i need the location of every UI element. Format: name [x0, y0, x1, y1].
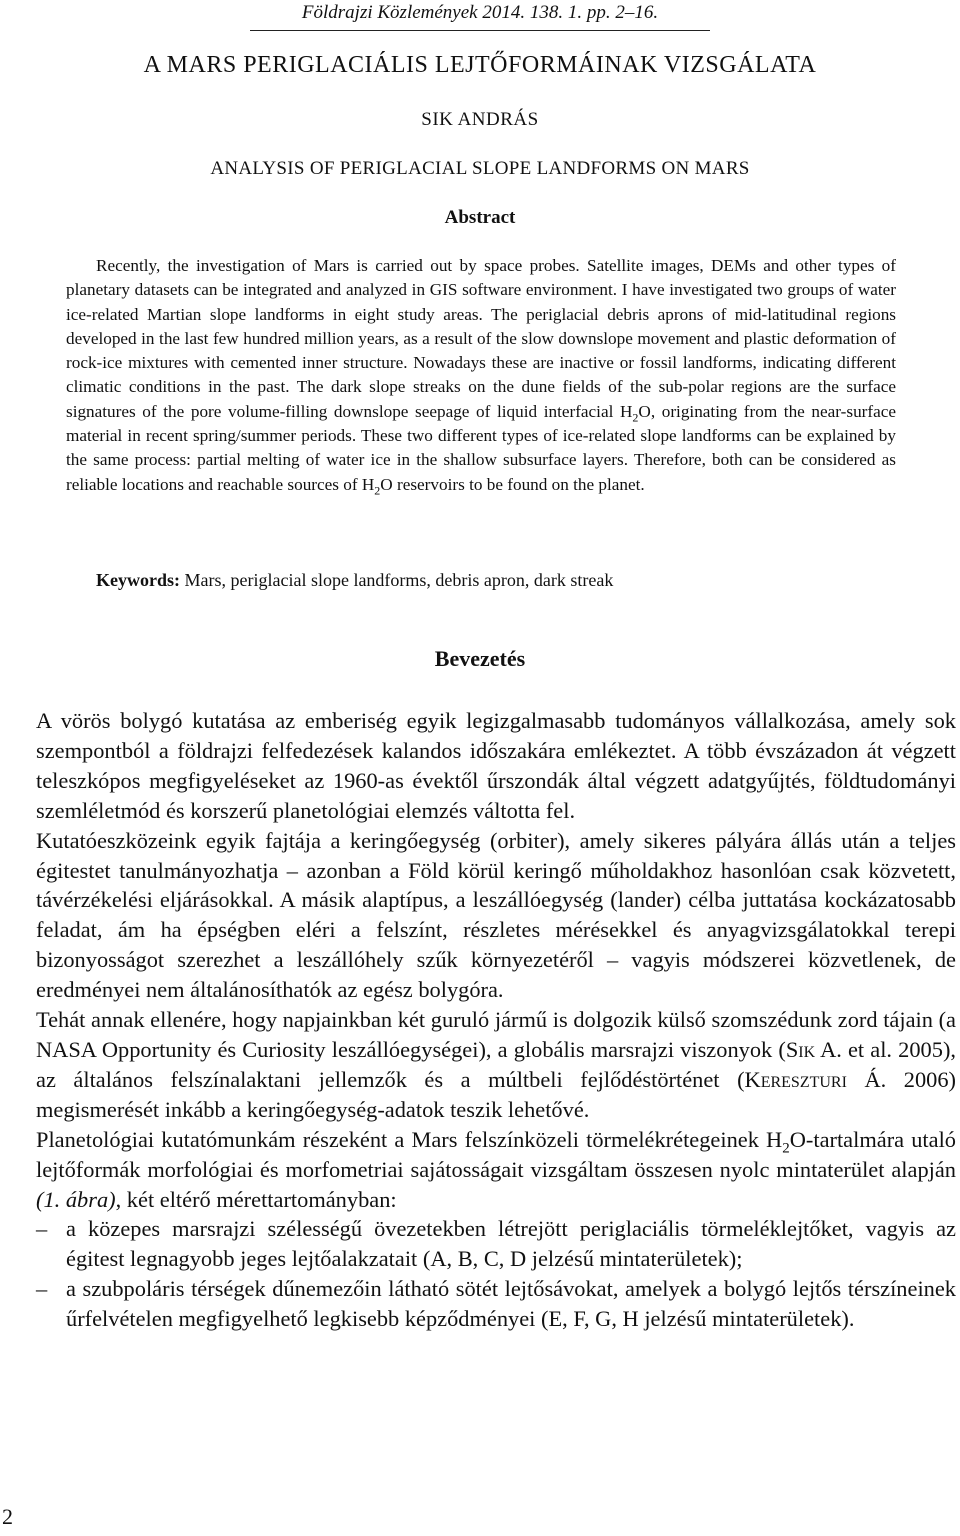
abstract-part-2: O, originating from the near-surface material in recent spring/summer periods. These two different types of ice-related slope landforms can be explained by the same process: partial melting of water ice in the shallow subsurface layers. Therefore, both can be considered as reliable locations and reachable sources of H [66, 401, 896, 494]
citation-author: Sik [785, 1036, 816, 1062]
article-title: A MARS PERIGLACIÁLIS LEJTŐFORMÁINAK VIZSGÁLATA [143, 52, 817, 78]
paragraph-part: Á. 2006) megismerését inkább a keringőegység-adatok teszik lehetővé. [36, 1066, 957, 1122]
subscript: 2 [374, 483, 381, 498]
author-name: SIK ANDRÁS [421, 109, 539, 130]
dash-list [36, 1214, 956, 1334]
citation-author: Kereszturi [744, 1066, 847, 1092]
dash-bullet: – [36, 1216, 48, 1242]
figure-reference: (1. ábra) [36, 1186, 116, 1212]
subscript: 2 [632, 410, 639, 425]
list-item-text: a szubpoláris térségek dűnemezőin látható sötét lejtősávokat, amelyek a bolygó lejtős térszíneinek űrfelvételen megfigyelhető legkisebb képződményei (E, F, G, H jelzésű mintaterületek). [66, 1276, 956, 1332]
paragraph: Kutatóeszközeink egyik fajtája a keringőegység (orbiter), amely sikeres pályára állás után a teljes égitestet tanulmányozhatja – azonban a Föld körül keringő műholdakhoz hasonlóan csak közvetett, távérzékelési eljárásokkal. A másik alaptípus, a leszállóegység (lander) célba juttatása kockázatosabb feladat, ám ha épségben eléri a felszínt, részletes mérésekkel és anyagvizsgálatokkal terepi bizonyosságot szerezhet a leszállóhely szűk környezetéről – vagyis módszerei közvetlenek, de eredményei nem általánosíthatók az egész bolygóra. [36, 827, 956, 1003]
abstract-part-1: Recently, the investigation of Mars is carried out by space probes. Satellite images, DEMs and other types of planetary datasets can be integrated and analyzed in GIS software environment. I have investigated two groups of water ice-related Martian slope landforms in eight study areas. The periglacial debris aprons of mid-latitudinal regions developed in the last few hundred million years, as a result of the slow downslope movement and plastic deformation of rock-ice mixtures with cemented inner structure. Nowadays these are inactive or fossil landforms, indicating different climatic conditions in the past. The dark slope streaks on the dune fields of the sub-polar regions are the surface signatures of the pore volume-filling downslope seepage of liquid interfacial H [66, 256, 896, 421]
paragraph-part: A. et al. 2005), az általános felszínalaktani jellemzők és a múltbeli fejlődéstörténet ( [36, 1036, 956, 1092]
abstract-text [66, 254, 896, 497]
section-heading: Bevezetés [434, 646, 526, 671]
list-item [36, 1274, 956, 1334]
keywords-text: Mars, periglacial slope landforms, debris apron, dark streak [180, 570, 614, 590]
paragraph-part: Tehát annak ellenére, hogy napjainkban két guruló jármű is dolgozik külső szomszédunk zord tájain (a NASA Opportunity és Curiosity leszállóegységei), a globális marsrajzi viszonyok ( [36, 1007, 956, 1062]
paragraph-part: Planetológiai kutatómunkám részeként a Mars felszínközeli törmelékrétegeinek H [36, 1126, 783, 1152]
keywords [96, 570, 613, 591]
abstract-part-3: O reservoirs to be found on the planet. [380, 474, 645, 494]
page-number: 2 [2, 1504, 13, 1529]
list-item [36, 1214, 956, 1274]
subscript: 2 [782, 1140, 790, 1157]
keywords-label: Keywords: [96, 570, 180, 590]
english-title: ANALYSIS OF PERIGLACIAL SLOPE LANDFORMS ON MARS [210, 158, 750, 179]
paragraph: A vörös bolygó kutatása az emberiség egyik legizgalmasabb tudományos vállalkozása, amely sok szempontból a földrajzi felfedezések kalandos időszakára emlékeztet. A több évszázadon át végzett teleszkópos megfigyeléseket az 1960-as évektől űrszondák által végzett adatgyűjtés, földtudományi szemléletmód és korszerű planetológiai elemzés váltotta fel. [36, 708, 956, 823]
paragraph [36, 1005, 956, 1125]
paragraph [36, 1125, 956, 1215]
abstract-heading: Abstract [444, 207, 516, 228]
paragraph-part: , két eltérő mérettartományban: [115, 1186, 397, 1212]
body-text [36, 706, 956, 1334]
journal-reference: Földrajzi Közlemények 2014. 138. 1. pp. 2–16. [250, 2, 710, 31]
dash-bullet: – [36, 1276, 48, 1302]
paragraph-part: O-tartalmára utaló lejtőformák morfológiai és morfometriai sajátosságait vizsgáltam összesen nyolc mintaterület alapján [36, 1126, 956, 1182]
list-item-text: a közepes marsrajzi szélességű övezetekben létrejött periglaciális törmeléklejtőket, vagyis az égitest legnagyobb jeges lejtőalakzatait (A, B, C, D jelzésű mintaterületek); [66, 1216, 956, 1272]
